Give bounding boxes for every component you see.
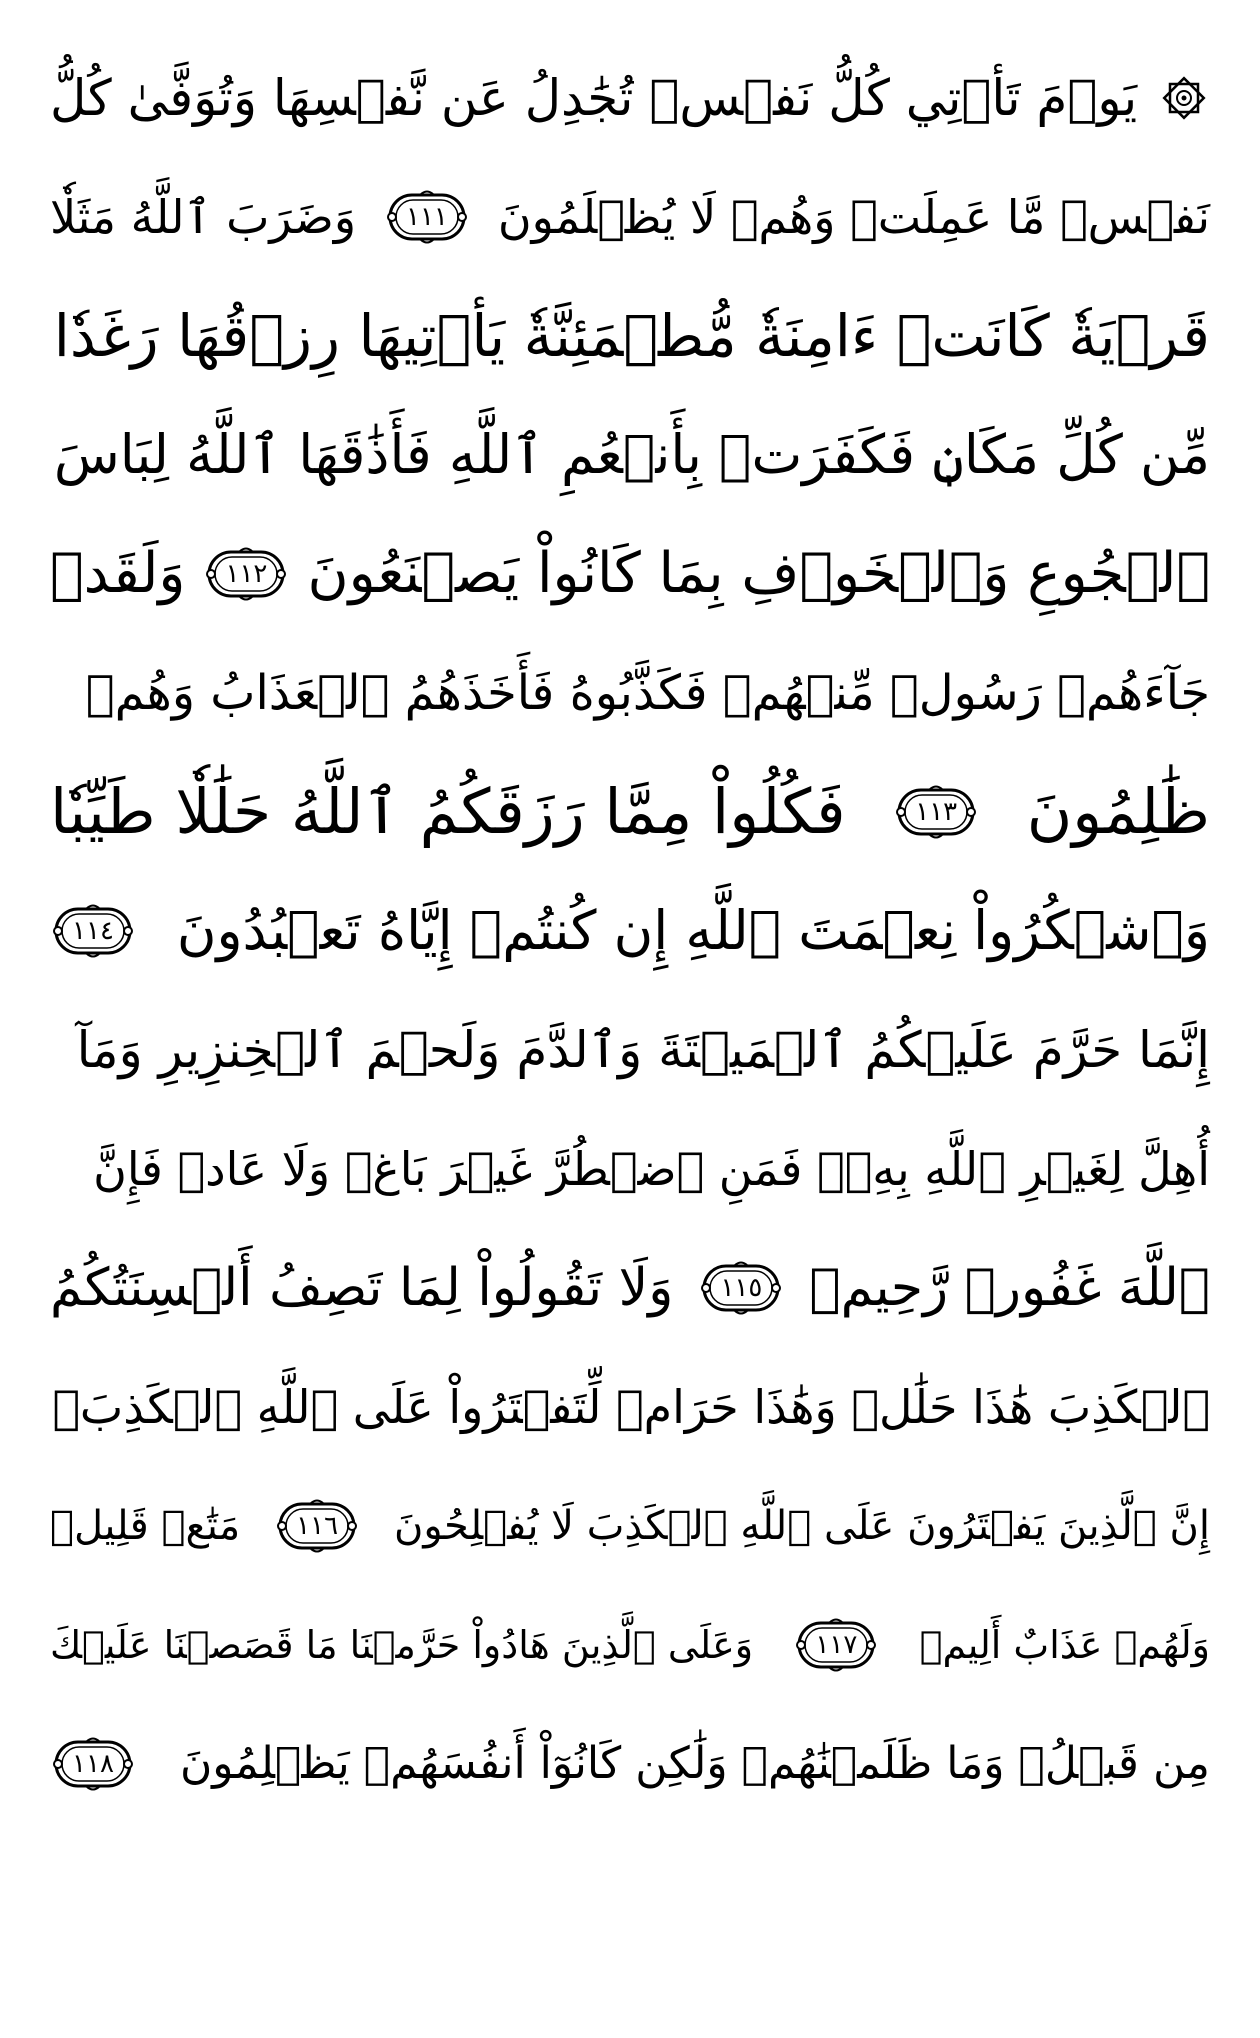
verse-text: إِنَّمَا حَرَّمَ عَلَيۡكُمُ ٱلۡمَيۡتَةَ وَٱلدَّمَ وَلَحۡمَ ٱلۡخِنزِيرِ وَمَآ bbox=[76, 1020, 1210, 1079]
verse-text: نَفۡسٖ مَّا عَمِلَتۡ وَهُمۡ لَا يُظۡلَمُونَ bbox=[497, 189, 1210, 244]
verse-text: مَتَٰعٞ قَلِيلٞ bbox=[50, 1502, 241, 1549]
line-content bbox=[50, 1617, 1210, 1673]
line-content bbox=[50, 68, 1210, 127]
verse-text: وَعَلَى ٱلَّذِينَ هَادُواْ حَرَّمۡنَا مَا قَصَصۡنَا عَلَيۡكَ bbox=[50, 1622, 754, 1667]
verse-text: وَٱشۡكُرُواْ نِعۡمَتَ ٱللَّهِ إِن كُنتُمۡ إِيَّاهُ تَعۡبُدُونَ bbox=[176, 898, 1210, 962]
ayah-number-marker bbox=[698, 1260, 784, 1316]
text-line bbox=[50, 1585, 1210, 1704]
verse-text: جَآءَهُمۡ رَسُولٞ مِّنۡهُمۡ فَكَذَّبُوهُ فَأَخَذَهُمُ ٱلۡعَذَابُ وَهُمۡ bbox=[85, 664, 1210, 721]
verse-text: قَرۡيَةٗ كَانَتۡ ءَامِنَةٗ مُّطۡمَئِنَّةٗ يَأۡتِيهَا رِزۡقُهَا رَغَدٗا bbox=[53, 301, 1210, 370]
ayah-number: ١١٧ bbox=[815, 1629, 858, 1660]
line-content bbox=[50, 898, 1210, 962]
rub-el-hizb-icon bbox=[1158, 72, 1210, 124]
verse-text: ٱللَّهَ غَفُورٞ رَّحِيمٞ bbox=[809, 1257, 1210, 1318]
ayah-number: ١١٥ bbox=[720, 1272, 763, 1303]
verse-text: يَوۡمَ تَأۡتِي كُلُّ نَفۡسٖ تُجَٰدِلُ عَن نَّفۡسِهَا وَتُوَفَّىٰ كُلُّ bbox=[50, 68, 1138, 127]
ayah-number-marker bbox=[274, 1498, 360, 1554]
text-line bbox=[50, 1704, 1210, 1823]
line-content bbox=[50, 1736, 1210, 1792]
line-content bbox=[50, 422, 1210, 486]
verse-text: إِنَّ ٱلَّذِينَ يَفۡتَرُونَ عَلَى ٱللَّهِ ٱلۡكَذِبَ لَا يُفۡلِحُونَ bbox=[393, 1502, 1210, 1549]
verse-text: وَلَقَدۡ bbox=[50, 540, 186, 606]
verse-text: أُهِلَّ لِغَيۡرِ ٱللَّهِ بِهِۦۖ فَمَنِ ٱضۡطُرَّ غَيۡرَ بَاغٖ وَلَا عَادٖ فَإِنَّ bbox=[93, 1141, 1210, 1196]
ayah-number-marker bbox=[50, 1736, 136, 1792]
line-content bbox=[50, 1498, 1210, 1554]
line-content bbox=[50, 189, 1210, 245]
verse-text: ٱلۡكَذِبَ هَٰذَا حَلَٰلٞ وَهَٰذَا حَرَامٞ لِّتَفۡتَرُواْ عَلَى ٱللَّهِ ٱلۡكَذِبَۚ bbox=[52, 1379, 1210, 1434]
line-content bbox=[50, 774, 1210, 848]
verse-text: مِّن كُلِّ مَكَانٖ فَكَفَرَتۡ بِأَنۡعُمِ ٱللَّهِ فَأَذَٰقَهَا ٱللَّهُ لِبَاسَ bbox=[53, 422, 1210, 486]
text-line bbox=[50, 38, 1210, 157]
ayah-number-marker bbox=[793, 1617, 879, 1673]
text-line bbox=[50, 1466, 1210, 1585]
ayah-number: ١١١ bbox=[405, 201, 448, 232]
verse-text: ٱلۡجُوعِ وَٱلۡخَوۡفِ بِمَا كَانُواْ يَصۡنَعُونَ bbox=[307, 540, 1210, 606]
verse-text: مِن قَبۡلُۖ وَمَا ظَلَمۡنَٰهُمۡ وَلَٰكِن كَانُوٓاْ أَنفُسَهُمۡ يَظۡلِمُونَ bbox=[179, 1737, 1210, 1789]
line-content bbox=[50, 1257, 1210, 1318]
text-line bbox=[50, 276, 1210, 395]
line-content bbox=[50, 301, 1210, 370]
ayah-number: ١١٤ bbox=[72, 915, 114, 946]
verse-text: فَكُلُواْ مِمَّا رَزَقَكُمُ ٱللَّهُ حَلَٰلٗا طَيِّبٗا bbox=[50, 774, 846, 848]
ayah-number: ١١٨ bbox=[72, 1748, 114, 1779]
verse-text: وَضَرَبَ ٱللَّهُ مَثَلٗا bbox=[50, 189, 357, 244]
ayah-number-marker bbox=[384, 189, 470, 245]
ayah-number-marker bbox=[893, 784, 979, 840]
text-line bbox=[50, 633, 1210, 752]
text-line bbox=[50, 990, 1210, 1109]
verse-text: وَلَا تَقُولُواْ لِمَا تَصِفُ أَلۡسِنَتُكُمُ bbox=[50, 1257, 674, 1318]
text-line bbox=[50, 1109, 1210, 1228]
text-line bbox=[50, 157, 1210, 276]
text-line bbox=[50, 1347, 1210, 1466]
text-line bbox=[50, 752, 1210, 871]
line-content bbox=[50, 1141, 1210, 1196]
ayah-number: ١١٣ bbox=[915, 796, 958, 827]
text-line bbox=[50, 1228, 1210, 1347]
ayah-number: ١١٦ bbox=[296, 1510, 339, 1541]
verse-text: وَلَهُمۡ عَذَابٌ أَلِيمٞ bbox=[919, 1622, 1210, 1667]
verse-text: ظَٰلِمُونَ bbox=[1026, 774, 1210, 848]
text-line bbox=[50, 871, 1210, 990]
line-content bbox=[50, 1379, 1210, 1434]
text-line bbox=[50, 514, 1210, 633]
ayah-number-marker bbox=[203, 546, 289, 602]
ayah-number: ١١٢ bbox=[225, 558, 268, 589]
text-line bbox=[50, 395, 1210, 514]
ayah-number-marker bbox=[50, 903, 136, 959]
line-content bbox=[50, 540, 1210, 606]
line-content bbox=[50, 664, 1210, 721]
line-content bbox=[50, 1020, 1210, 1079]
